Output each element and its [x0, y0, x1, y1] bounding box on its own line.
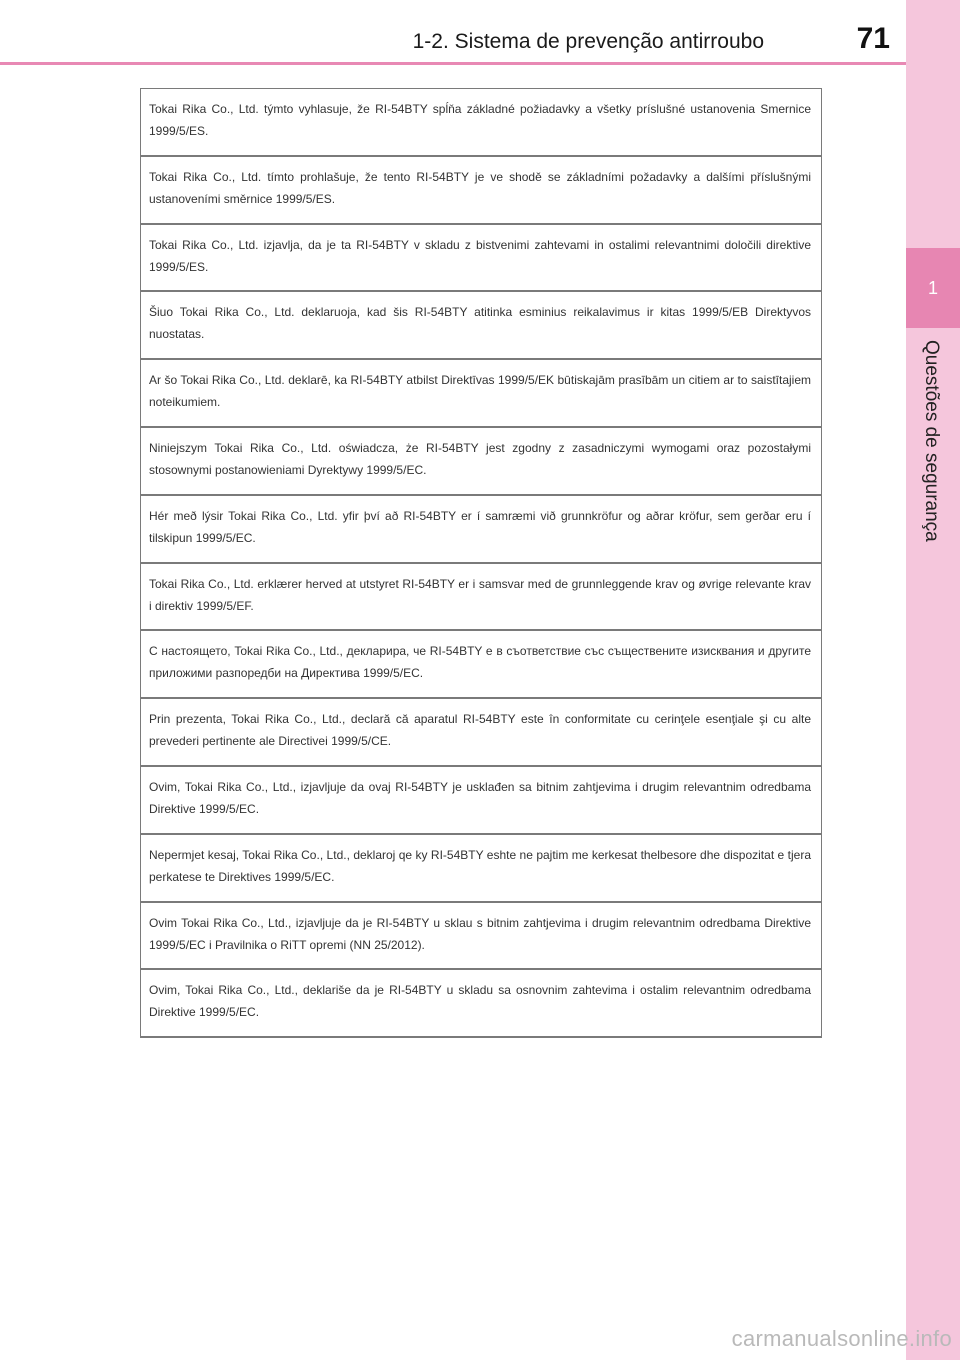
watermark-text: carmanualsonline.info [731, 1326, 952, 1351]
declaration-row: Prin prezenta, Tokai Rika Co., Ltd., declară că aparatul RI-54BTY este în conformitate cu cerinţele esenţiale şi cu alte prevederi pertinente ale Directivei 1999/5/CE. [141, 699, 821, 767]
header-divider [0, 62, 906, 65]
declaration-row: Tokai Rika Co., Ltd. týmto vyhlasuje, že RI-54BTY spĺňa základné požiadavky a všetky príslušné ustanovenia Smernice 1999/5/ES. [141, 89, 821, 157]
chapter-side-tab [906, 0, 960, 1360]
declaration-row: Nepermjet kesaj, Tokai Rika Co., Ltd., deklaroj qe ky RI-54BTY eshte ne pajtim me kerkesat thelbesore dhe dispozitat e tjera perkatese te Direktives 1999/5/EC. [141, 835, 821, 903]
declaration-row: Ovim, Tokai Rika Co., Ltd., izjavljuje da ovaj RI-54BTY je usklađen sa bitnim zahtjevima i drugim relevantnim odredbama Direktive 1999/5/EC. [141, 767, 821, 835]
chapter-number-box [906, 248, 960, 328]
declaration-row: Tokai Rika Co., Ltd. erklærer herved at utstyret RI-54BTY er i samsvar med de grunnleggende krav og øvrige relevante krav i direktiv 1999/5/EF. [141, 564, 821, 632]
declaration-row: Hér með lýsir Tokai Rika Co., Ltd. yfir því að RI-54BTY er í samræmi við grunnkröfur og aðrar kröfur, sem gerðar eru í tilskipun 1999/5/EC. [141, 496, 821, 564]
chapter-number: 1 [927, 277, 938, 298]
section-title: 1-2. Sistema de prevenção antirroubo [412, 30, 764, 53]
declaration-row: Ovim Tokai Rika Co., Ltd., izjavljuje da je RI-54BTY u sklau s bitnim zahtjevima i drugim relevantnim odredbama Direktive 1999/5/EC i Pravilnika o RiTT opremi (NN 25/2012). [141, 903, 821, 971]
declaration-row: Tokai Rika Co., Ltd. tímto prohlašuje, že tento RI-54BTY je ve shodě se základními požadavky a dalšími příslušnými ustanoveními směrnice 1999/5/ES. [141, 157, 821, 225]
page-header [0, 0, 906, 62]
chapter-title: Questões de segurança [921, 340, 942, 542]
declaration-row: С настоящето, Tokai Rika Co., Ltd., декларира, че RI-54BTY е в съответствие със съществените изисквания и другите приложими разпоредби на Директива 1999/5/EC. [141, 631, 821, 699]
declaration-row: Šiuo Tokai Rika Co., Ltd. deklaruoja, kad šis RI-54BTY atitinka esminius reikalavimus ir kitas 1999/5/EB Direktyvos nuostatas. [141, 292, 821, 360]
declarations-table [140, 88, 822, 1038]
declaration-row: Ovim, Tokai Rika Co., Ltd., deklariše da je RI-54BTY u skladu sa osnovnim zahtevima i ostalim relevantnim odredbama Direktive 1999/5/EC. [141, 970, 821, 1038]
declaration-row: Ar šo Tokai Rika Co., Ltd. deklarē, ka RI-54BTY atbilst Direktīvas 1999/5/EK būtiskajām prasībām un citiem ar to saistītajiem noteikumiem. [141, 360, 821, 428]
page-number: 71 [856, 22, 890, 55]
declaration-row: Tokai Rika Co., Ltd. izjavlja, da je ta RI-54BTY v skladu z bistvenimi zahtevami in ostalimi relevantnimi določili direktive 1999/5/ES. [141, 225, 821, 293]
declaration-row: Niniejszym Tokai Rika Co., Ltd. oświadcza, że RI-54BTY jest zgodny z zasadniczymi wymogami oraz pozostałymi stosownymi postanowieniami Dyrektywy 1999/5/EC. [141, 428, 821, 496]
